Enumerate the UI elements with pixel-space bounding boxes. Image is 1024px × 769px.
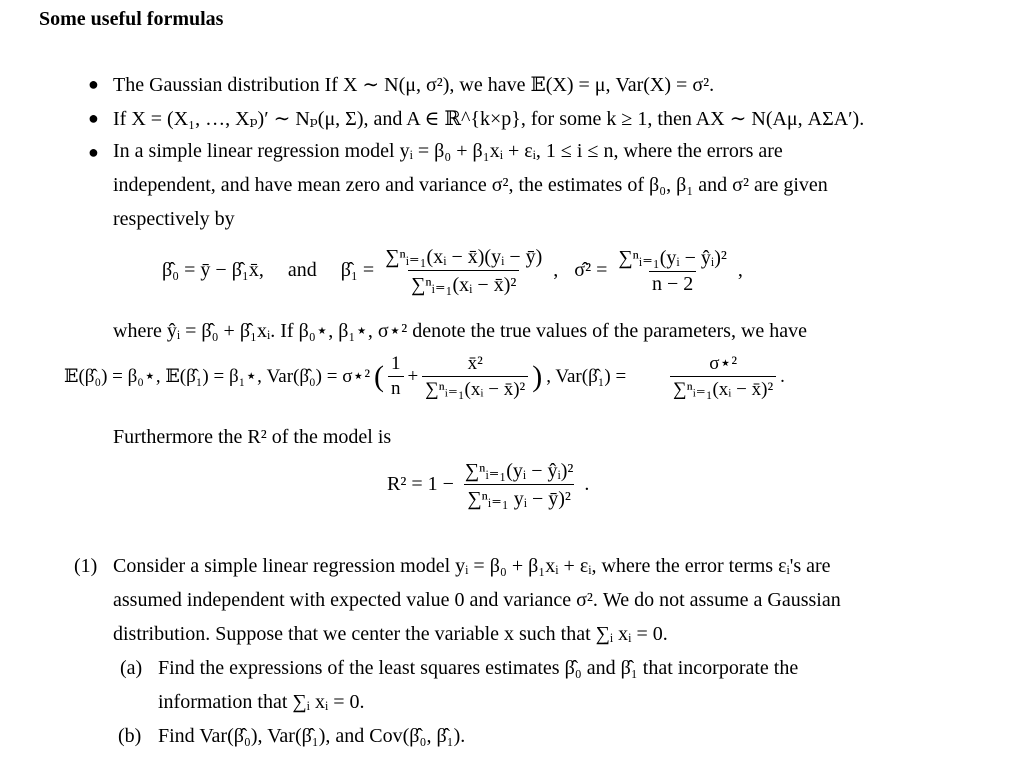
- var-beta1-fraction: [670, 352, 776, 401]
- sigma2-numerator: ∑ⁿᵢ₌₁(yᵢ − ŷᵢ)²: [618, 247, 727, 269]
- problem-line-3: distribution. Suppose that we center the variable x such that ∑ᵢ xᵢ = 0.: [113, 623, 668, 645]
- fraction-numerator: 1: [391, 353, 401, 374]
- part-a-label: (a): [120, 657, 143, 679]
- equation-r2: [387, 458, 589, 511]
- fraction-denominator: n: [388, 376, 404, 400]
- problem-line-1: Consider a simple linear regression model yᵢ = β₀ + β₁xᵢ + εᵢ, where the error terms εᵢ's are: [113, 555, 831, 577]
- where-line: where ŷᵢ = β̂₀ + β̂₁xᵢ. If β₀⋆, β₁⋆, σ⋆² denote the true values of the parameters, we have: [113, 320, 808, 342]
- beta1-denominator: ∑ⁿᵢ₌₁(xᵢ − x̄)²: [408, 270, 519, 297]
- comma: ,: [553, 259, 559, 281]
- equation-moments: [64, 352, 785, 401]
- one-over-n-fraction: [388, 353, 404, 400]
- problem-line-2: assumed independent with expected value 0 and variance σ². We do not assume a Gaussian: [113, 589, 841, 611]
- xbar-fraction: [422, 353, 528, 401]
- bullet-multivariate: If X = (X₁, …, Xₚ)′ ∼ Nₚ(μ, Σ), and A ∈ ℝ^{k×p}, for some k ≥ 1, then AX ∼ N(Aμ, AΣA′).: [113, 108, 865, 130]
- bullet-marker: ●: [88, 142, 99, 162]
- problem-number: (1): [74, 555, 98, 577]
- moments-lhs: 𝔼(β̂₀) = β₀⋆, 𝔼(β̂₁) = β₁⋆, Var(β̂₀) = σ⋆²: [64, 366, 371, 387]
- bullet-regression-line-1: In a simple linear regression model yᵢ = β₀ + β₁xᵢ + εᵢ, 1 ≤ i ≤ n, where the errors are: [113, 140, 783, 162]
- page-title: Some useful formulas: [39, 8, 224, 30]
- comma: ,: [737, 259, 743, 281]
- r2-lhs: R² = 1 −: [387, 473, 454, 495]
- part-b-label: (b): [118, 725, 142, 747]
- left-paren: (: [374, 359, 385, 393]
- var-beta1-lhs: , Var(β̂₁) =: [546, 365, 627, 387]
- fraction-numerator: σ⋆²: [709, 353, 738, 374]
- bullet-marker: ●: [88, 108, 99, 128]
- part-b-line: Find Var(β̂₀), Var(β̂₁), and Cov(β̂₀, β̂₁).: [158, 725, 466, 747]
- period: .: [584, 473, 590, 495]
- bullet-regression-line-2: independent, and have mean zero and variance σ², the estimates of β₀, β₁ and σ² are given: [113, 174, 828, 196]
- part-a-line-1: Find the expressions of the least squares estimates β̂₀ and β̂₁ that incorporate the: [158, 657, 799, 679]
- right-paren: ): [532, 359, 543, 393]
- sigma2-denominator: n − 2: [649, 271, 696, 296]
- part-a-line-2: information that ∑ᵢ xᵢ = 0.: [158, 691, 365, 713]
- r2-denominator: ∑ⁿᵢ₌₁ yᵢ − ȳ)²: [464, 484, 574, 511]
- furthermore-line: Furthermore the R² of the model is: [113, 426, 392, 448]
- sigma2-fraction: [615, 245, 730, 296]
- and-word: and: [287, 259, 317, 281]
- sigma2-lhs: σ̂² =: [574, 259, 608, 281]
- bullet-gaussian: The Gaussian distribution If X ∼ N(μ, σ²), we have 𝔼(X) = μ, Var(X) = σ².: [113, 74, 715, 96]
- bullet-regression-line-3: respectively by: [113, 208, 235, 230]
- beta1-numerator: ∑ⁿᵢ₌₁(xᵢ − x̄)(yᵢ − ȳ): [385, 246, 543, 268]
- fraction-denominator: ∑ⁿᵢ₌₁(xᵢ − x̄)²: [422, 376, 528, 401]
- beta1-lhs: β̂₁ =: [340, 259, 375, 281]
- r2-fraction: [462, 458, 577, 511]
- period: .: [780, 365, 785, 387]
- fraction-denominator: ∑ⁿᵢ₌₁(xᵢ − x̄)²: [670, 376, 776, 401]
- fraction-numerator: x̄²: [467, 352, 483, 374]
- beta1-fraction: [382, 244, 545, 297]
- plus-sign: +: [407, 365, 419, 387]
- equation-estimates: [162, 244, 743, 297]
- r2-numerator: ∑ⁿᵢ₌₁(yᵢ − ŷᵢ)²: [464, 460, 574, 482]
- bullet-marker: ●: [88, 74, 99, 94]
- beta0-estimate: β̂₀ = ȳ − β̂₁x̄,: [162, 259, 264, 281]
